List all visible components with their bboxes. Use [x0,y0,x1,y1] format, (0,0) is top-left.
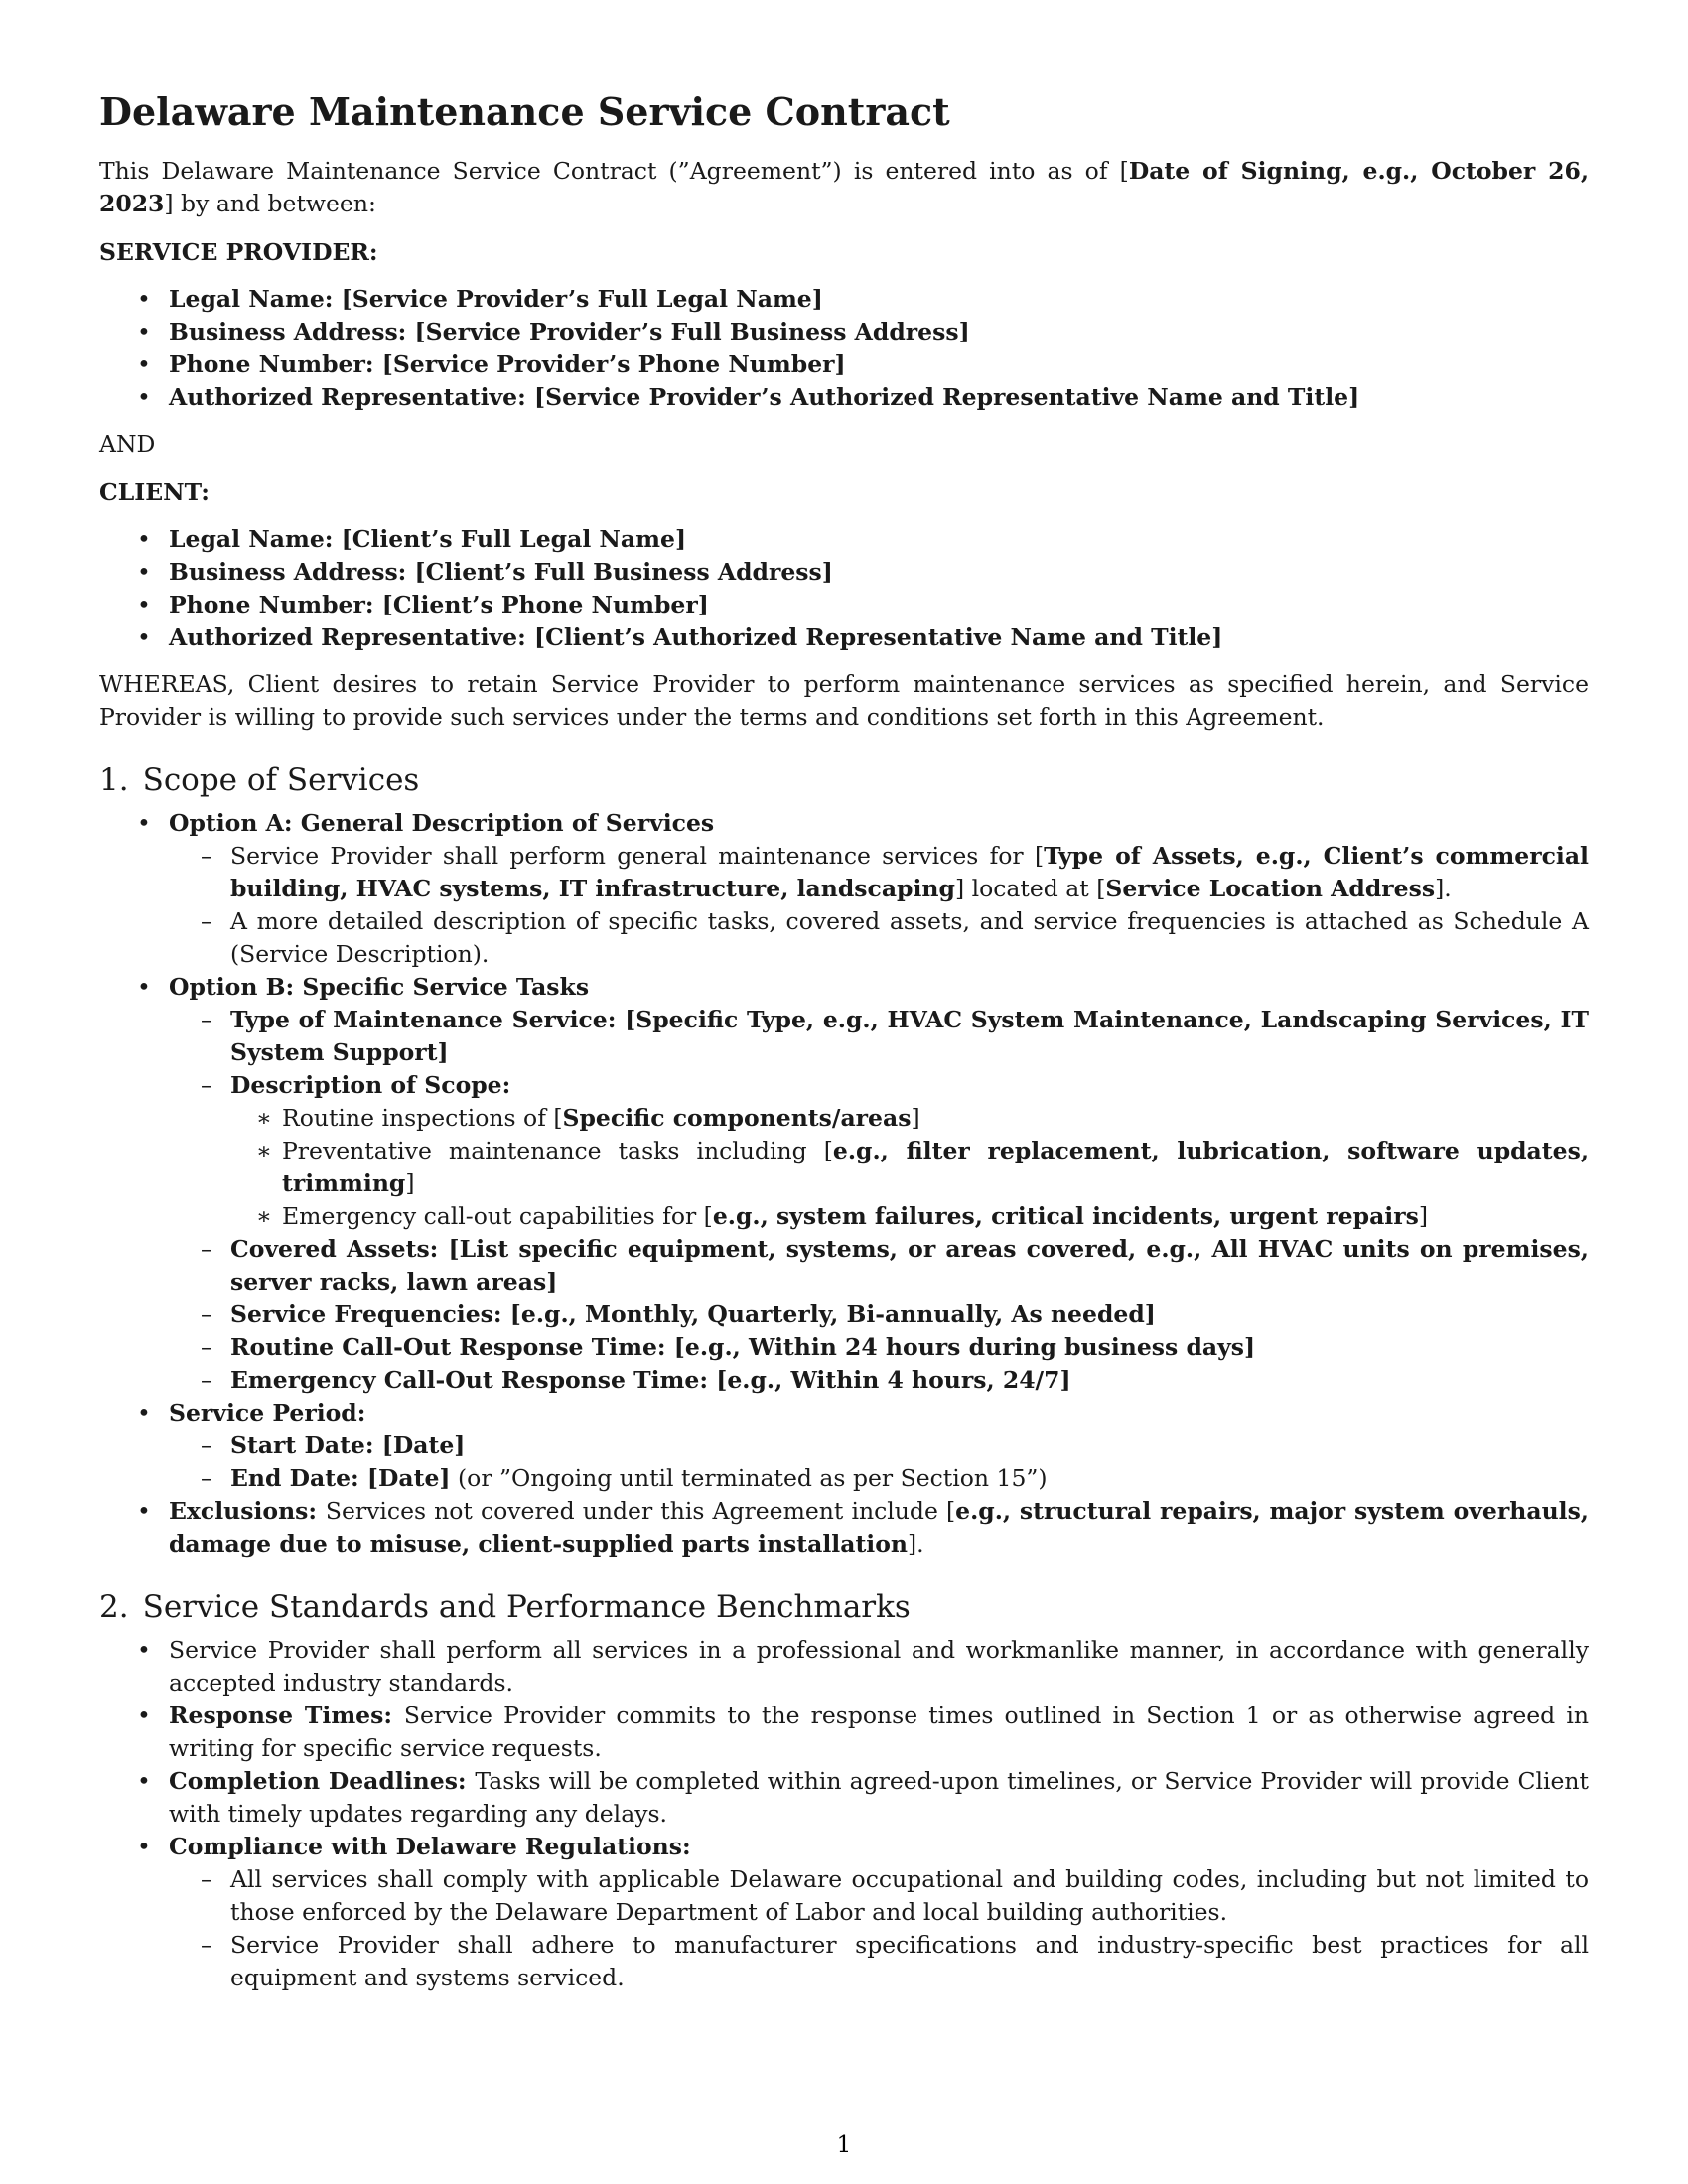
section-2-list [99,1634,1589,1994]
document-title: Delaware Maintenance Service Contract [99,89,950,134]
section-1-list [99,807,1589,1561]
option-b: • Option B: Specific Service Tasks – Type of Maintenance Service: [Specific Type, e.g., HVAC System Maintenance, Landscaping Services, IT System Support] – Description of Scope: ∗ Routine inspections of [Specific components/areas] ∗ Preventative maintenance tasks including [e.g., filter replacement, lubrication, software updates, trimming] ∗ Emergency call-out capabilities for [e.g., system failures, critical incidents, urgent repairs] – Covered Assets: [List specific equipment, systems, or areas covered, e.g., All HVAC units on premises, server racks, lawn areas] – Service Frequencies: [e.g., Monthly, Quarterly, Bi-annually, As needed] – Routine Call-Out Response Time: [e.g., Within 24 hours during business days] – Emergency Call-Out Response Time: [e.g., Within 4 hours, 24/7] [99,971,1589,1397]
scope-item: ∗ Routine inspections of [Specific components/areas] [230,1102,1589,1135]
provider-business-address: • Business Address: [Service Provider’s Full Business Address] [99,316,1589,348]
and-separator: AND [99,430,156,458]
service-provider-details [99,283,1589,414]
option-a-general-services: – Service Provider shall perform general maintenance services for [Type of Assets, e.g., Client’s commercial building, HVAC systems, IT infrastructure, landscaping] located at [Service Location Address]. [169,840,1589,905]
whereas-paragraph: WHEREAS, Client desires to retain Service Provider to perform maintenance services as specified herein, and Service Provider is willing to provide such services under the terms and conditions set forth in this Agreement. [99,670,1589,731]
service-period: • Service Period: – Start Date: [Date] – End Date: [Date] (or ”Ongoing until terminated as per Section 15”) [99,1397,1589,1495]
client-label: CLIENT: [99,478,210,506]
routine-response-time: – Routine Call-Out Response Time: [e.g., Within 24 hours during business days] [169,1331,1589,1364]
emergency-response-time: – Emergency Call-Out Response Time: [e.g., Within 4 hours, 24/7] [169,1364,1589,1397]
section-1-heading: 1. Scope of Services [99,762,420,798]
provider-legal-name: • Legal Name: [Service Provider’s Full Legal Name] [99,283,1589,316]
provider-phone-number: • Phone Number: [Service Provider’s Phone Number] [99,348,1589,381]
completion-deadlines: • Completion Deadlines: Tasks will be completed within agreed-upon timelines, or Service Provider will provide Client with timely updates regarding any delays. [99,1765,1589,1831]
client-details [99,523,1589,654]
response-times: • Response Times: Service Provider commits to the response times outlined in Section 1 or as otherwise agreed in writing for specific service requests. [99,1700,1589,1765]
scope-item: ∗ Emergency call-out capabilities for [e.g., system failures, critical incidents, urgent repairs] [230,1200,1589,1233]
service-frequencies: – Service Frequencies: [e.g., Monthly, Quarterly, Bi-annually, As needed] [169,1298,1589,1331]
end-date: – End Date: [Date] (or ”Ongoing until terminated as per Section 15”) [169,1462,1589,1495]
client-legal-name: • Legal Name: [Client’s Full Legal Name] [99,523,1589,556]
signing-date-placeholder: Date of Signing, e.g., October 26, 2023 [99,157,1589,217]
client-business-address: • Business Address: [Client’s Full Business Address] [99,556,1589,589]
compliance-item: – All services shall comply with applicable Delaware occupational and building codes, including but not limited to those enforced by the Delaware Department of Labor and local building authorities. [169,1863,1589,1929]
option-a-schedule-reference: – A more detailed description of specific tasks, covered assets, and service frequencies is attached as Schedule A (Service Description). [169,905,1589,971]
delaware-compliance: • Compliance with Delaware Regulations: – All services shall comply with applicable Delaware occupational and building codes, including but not limited to those enforced by the Delaware Department of Labor and local building authorities. – Service Provider shall adhere to manufacturer specifications and industry-specific best practices for all equipment and systems serviced. [99,1831,1589,1994]
page-number: 1 [836,2132,852,2158]
intro-paragraph: This Delaware Maintenance Service Contract (”Agreement”) is entered into as of [Date of Signing, e.g., October 26, 2023] by and between: [99,157,1589,217]
contract-page [99,87,1589,2008]
provider-authorized-representative: • Authorized Representative: [Service Provider’s Authorized Representative Name and Title] [99,381,1589,414]
maintenance-service-type: – Type of Maintenance Service: [Specific Type, e.g., HVAC System Maintenance, Landscaping Services, IT System Support] [169,1004,1589,1069]
service-provider-label: SERVICE PROVIDER: [99,238,378,266]
compliance-item: – Service Provider shall adhere to manufacturer specifications and industry-specific best practices for all equipment and systems serviced. [169,1929,1589,1994]
description-of-scope: – Description of Scope: ∗ Routine inspections of [Specific components/areas] ∗ Preventative maintenance tasks including [e.g., filter replacement, lubrication, software updates, trimming] ∗ Emergency call-out capabilities for [e.g., system failures, critical incidents, urgent repairs] [169,1069,1589,1233]
client-authorized-representative: • Authorized Representative: [Client’s Authorized Representative Name and Title] [99,621,1589,654]
option-a: • Option A: General Description of Services – Service Provider shall perform general maintenance services for [Type of Assets, e.g., Client’s commercial building, HVAC systems, IT infrastructure, landscaping] located at [Service Location Address]. – A more detailed description of specific tasks, covered assets, and service frequencies is attached as Schedule A (Service Description). [99,807,1589,971]
covered-assets: – Covered Assets: [List specific equipment, systems, or areas covered, e.g., All HVAC units on premises, server racks, lawn areas] [169,1233,1589,1298]
section-2-heading: 2. Service Standards and Performance Benchmarks [99,1589,911,1625]
start-date: – Start Date: [Date] [169,1430,1589,1462]
client-phone-number: • Phone Number: [Client’s Phone Number] [99,589,1589,621]
scope-item: ∗ Preventative maintenance tasks including [e.g., filter replacement, lubrication, software updates, trimming] [230,1135,1589,1200]
exclusions: • Exclusions: Services not covered under this Agreement include [e.g., structural repairs, major system overhauls, damage due to misuse, client-supplied parts installation]. [99,1495,1589,1561]
professional-standards: • Service Provider shall perform all services in a professional and workmanlike manner, in accordance with generally accepted industry standards. [99,1634,1589,1700]
